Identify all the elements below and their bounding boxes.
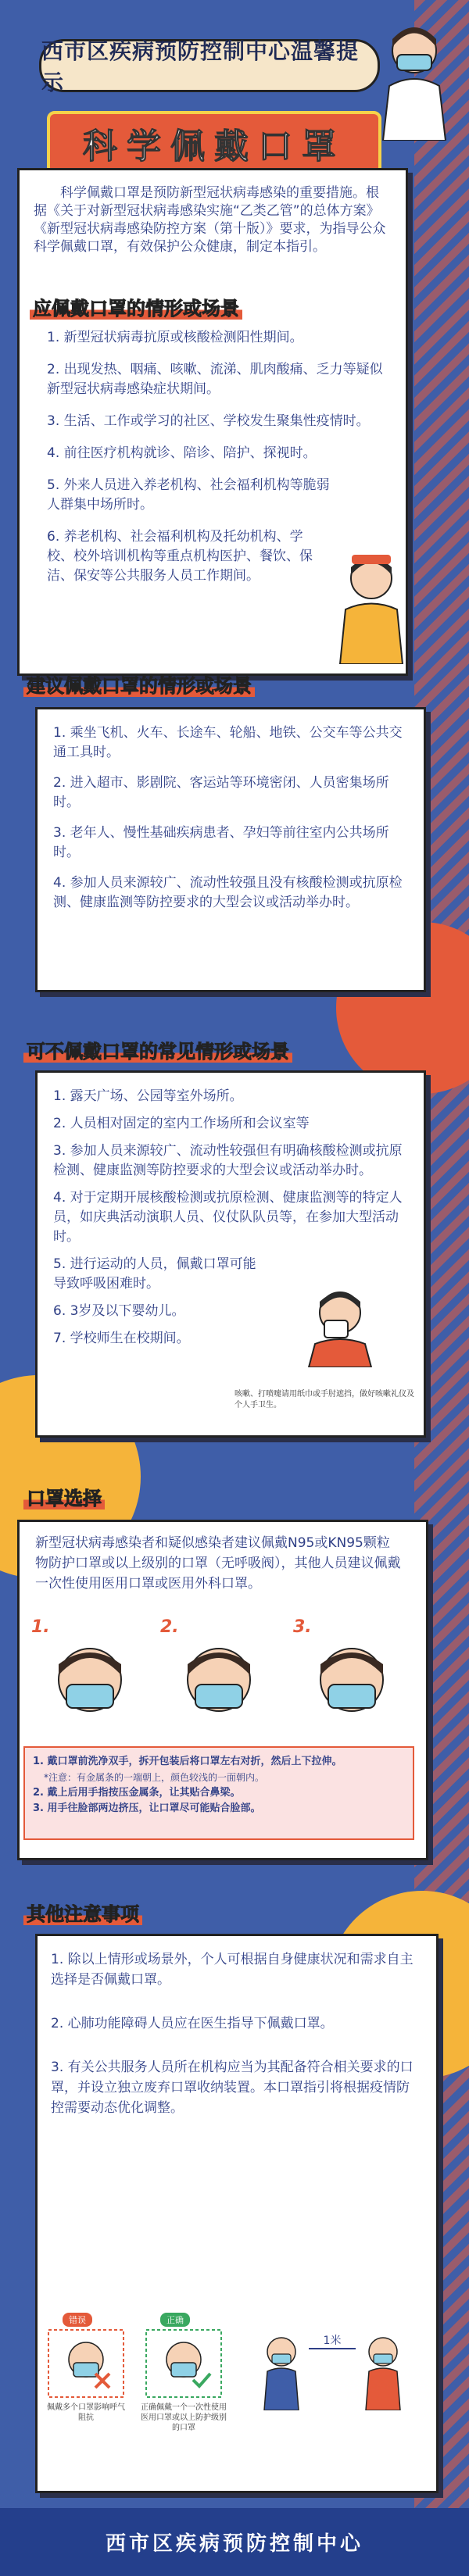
list-item: 6. 养老机构、社会福利机构及托幼机构、学校、校外培训机构等重点机构医护、餐饮、保洁、保安等公共服务人员工作期间。 <box>47 529 313 584</box>
header-title: 西市区疾病预防控制中心温馨提示 <box>39 39 380 92</box>
footer: 西市区疾病预防控制中心 <box>0 2508 469 2576</box>
section4-text: 新型冠状病毒感染者和疑似感染者建议佩戴N95或KN95颗粒物防护口罩或以上级别的口罩（无呼吸阀），其他人员建议佩戴一次性使用医用口罩或医用外科口罩。 <box>35 1535 401 1592</box>
mask-tips-box <box>23 1746 414 1840</box>
list-item: 3. 参加人员来源较广、流动性较强但有明确核酸检测或抗原检测、健康监测等防控要求的大型会议或活动举办时。 <box>53 1143 403 1178</box>
list-item: 1. 除以上情形或场景外，个人可根据自身健康状况和需求自主选择是否佩戴口罩。 <box>51 1952 414 1988</box>
section1-title: 应佩戴口罩的情形或场景 <box>30 293 242 320</box>
right-mask-icon <box>145 2328 223 2399</box>
distance-label: 1米 <box>309 2332 356 2349</box>
list-item: 3. 老年人、慢性基础疾病患者、孕妇等前往室内公共场所时。 <box>53 825 389 860</box>
list-item: 6. 3岁及以下婴幼儿。 <box>53 1303 185 1319</box>
list-item: 2. 出现发热、咽痛、咳嗽、流涕、肌肉酸痛、乏力等疑似新型冠状病毒感染症状期间。 <box>47 362 383 397</box>
tip-line: 2. 戴上后用手指按压金属条，让其贴合鼻梁。 <box>33 1787 241 1799</box>
list-item: 5. 进行运动的人员，佩戴口罩可能导致呼吸困难时。 <box>53 1256 256 1292</box>
step-number: 2. <box>160 1617 179 1637</box>
list-item: 4. 对于定期开展核酸检测或抗原检测、健康监测等的特定人员，如庆典活动演职人员、仪仗队队员等，在参加大型活动时。 <box>53 1190 403 1245</box>
list-item: 2. 心肺功能障碍人员应在医生指导下佩戴口罩。 <box>51 2016 334 2031</box>
list-item: 5. 外来人员进入养老机构、社会福利机构等脆弱人群集中场所时。 <box>47 477 330 513</box>
list-item: 2. 人员相对固定的室内工作场所和会议室等 <box>53 1116 310 1131</box>
wrong-caption: 佩戴多个口罩影响呼气阻抗 <box>47 2403 125 2422</box>
wrong-mask-icon <box>47 2328 125 2399</box>
sneeze-caption: 咳嗽、打喷嚏请用纸巾或手肘遮挡，做好咳嗽礼仪及个人手卫生。 <box>234 1390 414 1409</box>
section2-title: 建议佩戴口罩的情形或场景 <box>23 670 255 698</box>
section5-title: 其他注意事项 <box>23 1899 142 1926</box>
mask-step3-icon <box>297 1641 406 1727</box>
list-item: 3. 有关公共服务人员所在机构应当为其配备符合相关要求的口罩，并设立独立废弃口罩收纳装置。本口罩指引将根据疫情防控需要动态优化调整。 <box>51 2060 414 2116</box>
right-label: 正确 <box>160 2313 190 2327</box>
doctor-icon <box>367 16 461 141</box>
tip-note: *注意：有金属条的一端朝上，颜色较浅的一面朝内。 <box>44 1772 265 1783</box>
sick-person-icon <box>328 547 414 664</box>
main-title-banner <box>47 111 381 175</box>
list-item: 1. 新型冠状病毒抗原或核酸检测阳性期间。 <box>47 330 303 345</box>
list-item: 3. 生活、工作或学习的社区、学校发生聚集性疫情时。 <box>47 413 370 429</box>
section3-title: 可不佩戴口罩的常见情形或场景 <box>23 1036 292 1063</box>
intro-paragraph: 科学佩戴口罩是预防新型冠状病毒感染的重要措施。根据《关于对新型冠状病毒感染实施“乙类乙管”的总体方案》《新型冠状病毒感染防控方案（第十版）》要求，为指导公众科学佩戴口罩，有效保护公众健康，制定本指引。 <box>34 185 386 255</box>
section4-title: 口罩选择 <box>23 1483 105 1510</box>
list-item: 1. 乘坐飞机、火车、长途车、轮船、地铁、公交车等公共交通工具时。 <box>53 725 403 760</box>
card-section3 <box>35 1070 426 1438</box>
tip-line: 1. 戴口罩前洗净双手，拆开包装后将口罩左右对折，然后上下拉伸。 <box>33 1756 342 1767</box>
distance-person-right-icon <box>360 2332 406 2410</box>
mask-step2-icon <box>164 1641 274 1727</box>
section5-list <box>51 1949 414 2118</box>
list-item: 7. 学校师生在校期间。 <box>53 1331 190 1346</box>
list-item: 4. 前往医疗机构就诊、陪诊、陪护、探视时。 <box>47 445 317 461</box>
card-section2 <box>35 707 426 992</box>
main-title: 科学佩戴口罩 <box>83 127 345 166</box>
right-caption: 正确佩戴一个一次性使用医用口罩或以上防护级别的口罩 <box>141 2403 227 2432</box>
sneezing-person-icon <box>277 1281 403 1367</box>
step-number: 1. <box>31 1617 50 1637</box>
list-item: 4. 参加人员来源较广、流动性较强且没有核酸检测或抗原检测、健康监测等防控要求的大型会议或活动举办时。 <box>53 875 403 910</box>
step-number: 3. <box>293 1617 312 1637</box>
mask-step1-icon <box>35 1641 145 1727</box>
wrong-label: 错误 <box>63 2313 92 2327</box>
tip-line: 3. 用手往脸部两边挤压，让口罩尽可能贴合脸部。 <box>33 1802 261 1814</box>
distance-person-left-icon <box>258 2332 305 2410</box>
list-item: 2. 进入超市、影剧院、客运站等环境密闭、人员密集场所时。 <box>53 775 389 810</box>
list-item: 1. 露天广场、公园等室外场所。 <box>53 1088 243 1104</box>
